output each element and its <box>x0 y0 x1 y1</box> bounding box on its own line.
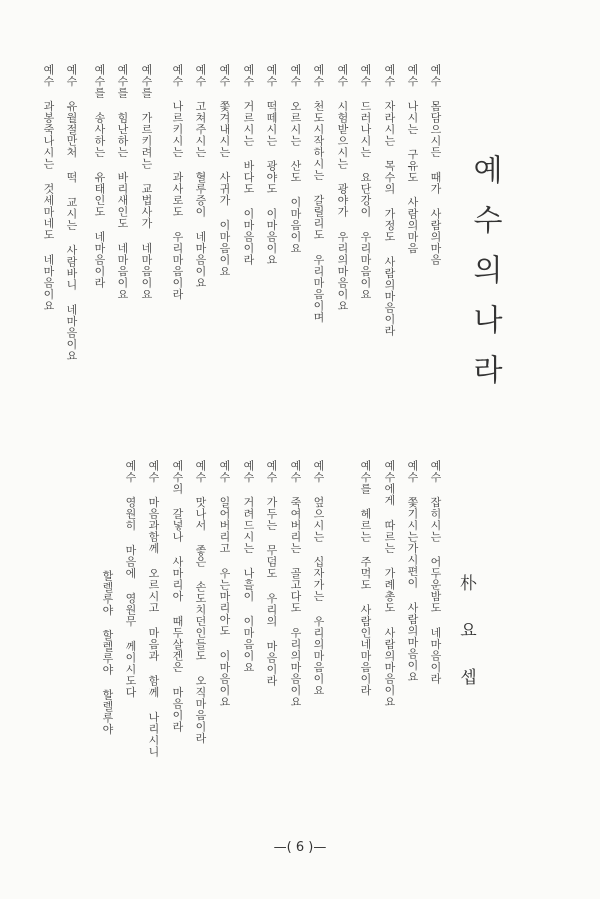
verse-line: 예수 오르시는 산도 이마음이요 <box>289 64 302 254</box>
verse-line: 예수를 힘난하는 바리새인도 네마음이요 <box>116 64 129 300</box>
page-number: —( 6 )— <box>273 840 327 855</box>
verse-line: 예수 쫓기시는가시편이 사람의마음이요 <box>406 460 419 683</box>
verse-line: 예수 과봉죽나시는 것세마네도 네마음이요 <box>42 64 55 312</box>
verse-line: 예수 천도시작하시는 갈릴리도 우리마음이며 <box>312 64 325 323</box>
page-title: 예수의나라 <box>467 154 502 404</box>
verse-line: 예수 잡히시는 어두운밤도 네마음이라 <box>429 460 442 685</box>
verse-line: 예수 나르키시는 과사로도 우리마음이라 <box>171 64 184 300</box>
verse-line: 예수 몸담으시든 때가 사람의마음 <box>429 64 442 266</box>
verse-line: 예수 쫓겨내시는 사귀가 이마음이요 <box>218 64 231 277</box>
verse-line: 예수를 헤르는 주먹도 사람인네마음이라 <box>359 460 372 696</box>
verse-line: 예수 고쳐주시는 혈루증이 네마음이요 <box>194 64 207 289</box>
verse-line: 예수 유월절만처 떡 교시는 사람바니 네마음이요 <box>65 64 78 362</box>
verse-line: 예수 떡떼시는 광야도 이마음이요 <box>265 64 278 266</box>
verse-line: 예수 거려드시는 나흘이 이마음이요 <box>242 460 255 673</box>
verse-line: 예수 죽여버리는 골고다도 우리의마음이요 <box>289 460 302 708</box>
verse-line: 예수 나시는 구유도 사람의마음 <box>406 64 419 254</box>
verse-line: 예수 가두는 무덤도 우리의 마음이라 <box>265 460 278 687</box>
verse-line: 예수 시험받으시는 광야가 우리의마음이요 <box>336 64 349 312</box>
verse-line: 예수 일어버리고 우는마리아도 이마음이요 <box>218 460 231 708</box>
verse-line: 예수의 갈넣나 사마리아 때두살겐은 마음이라 <box>171 460 184 733</box>
verse-line: 예수 엎으시는 십자가는 우리의마음이요 <box>312 460 325 696</box>
verse-line: 예수 마음과함께 오르시고 마음과 함께 나리시니 <box>147 460 160 758</box>
verse-line: 예수 영원히 마음에 영원무 께이시도다 <box>124 460 137 698</box>
refrain-line: 할렐루야 할렐루야 할렐루야 <box>101 570 114 735</box>
verse-line: 예수를 송사하는 유태인도 네마음이라 <box>93 64 106 289</box>
verse-line: 예수 드러나시는 요단강이 우리마음이요 <box>359 64 372 300</box>
verse-line: 예수에게 따르는 가례총도 사람의마음이요 <box>383 460 396 708</box>
verse-line: 예수 자라시는 목수의 가정도 사람의마음이라 <box>383 64 396 337</box>
author-name: 朴요셉 <box>456 574 476 715</box>
verse-line: 예수를 가르키려는 교법사가 네마음이요 <box>140 64 153 300</box>
verse-line: 예수 거르시는 바다도 이마음이라 <box>242 64 255 266</box>
verse-line: 예수 맛나서 좋은 손도치던인들도 오직마음이라 <box>194 460 207 744</box>
